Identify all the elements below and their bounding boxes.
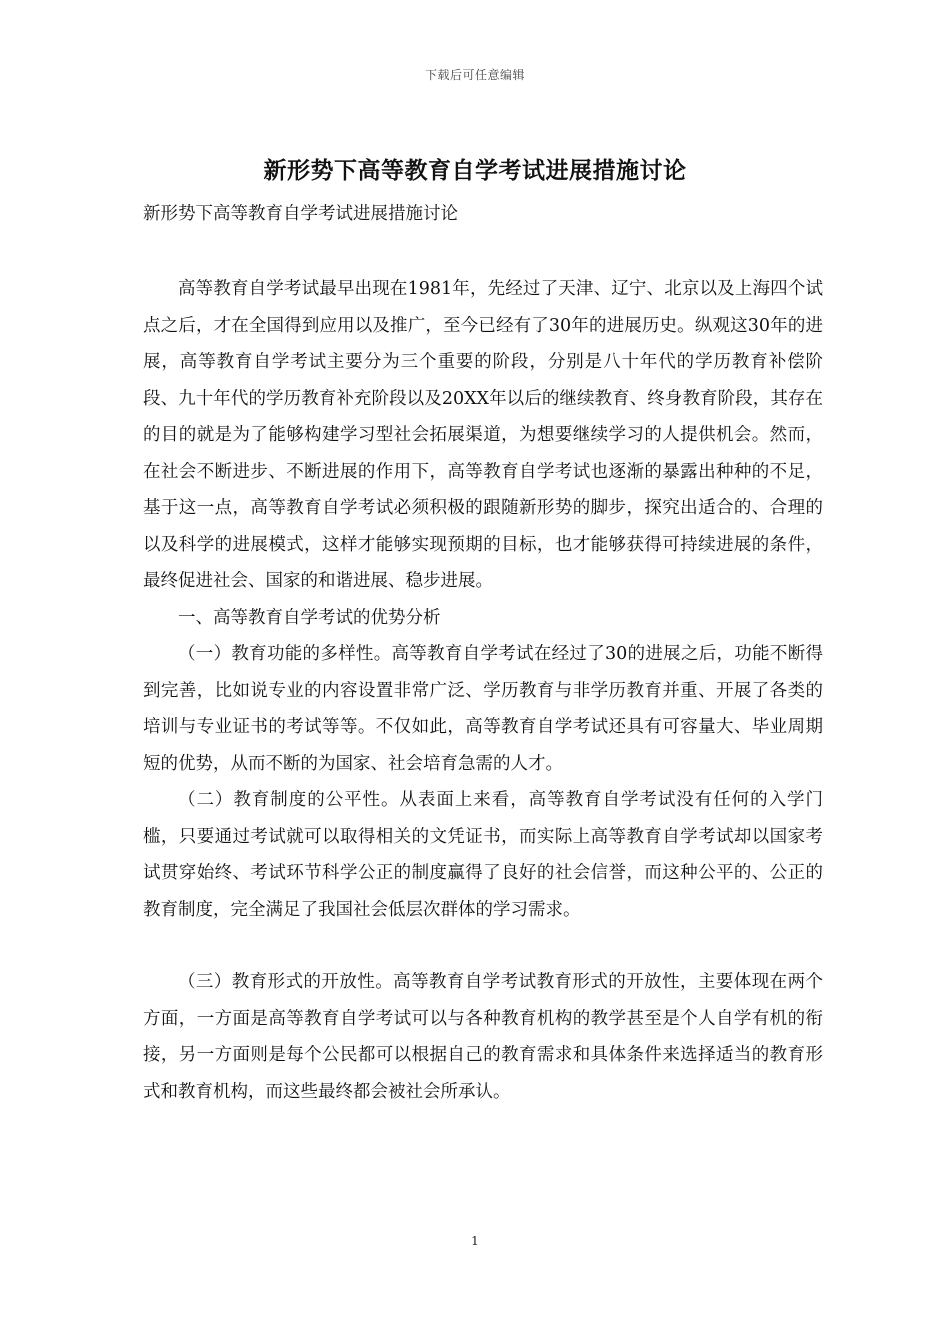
document-title: 新形势下高等教育自学考试进展措施讨论 [263,158,687,184]
paragraph-point-2: （二）教育制度的公平性。从表面上来看，高等教育自学考试没有任何的入学门槛，只要通过考试就可以取得相关的文凭证书，而实际上高等教育自学考试却以国家考试贯穿始终、考试环节科学公正的制度赢得了良好的社会信誉，而这种公平的、公正的教育制度，完全满足了我国社会低层次群体的学习需求。 [143,790,823,920]
paragraph-point-1: （一）教育功能的多样性。高等教育自学考试在经过了30的进展之后，功能不断得到完善，比如说专业的内容设置非常广泛、学历教育与非学历教育并重、开展了各类的培训与专业证书的考试等等。不仅如此，高等教育自学考试还具有可容量大、毕业周期短的优势，从而不断的为国家、社会培育急需的人才。 [143,644,823,774]
paragraph-point-3: （三）教育形式的开放性。高等教育自学考试教育形式的开放性，主要体现在两个方面，一方面是高等教育自学考试可以与各种教育机构的教学甚至是个人自学有机的衔接，另一方面则是每个公民都可以根据自己的教育需求和具体条件来选择适当的教育形式和教育机构，而这些最终都会被社会所承认。 [143,972,823,1102]
document-subtitle: 新形势下高等教育自学考试进展措施讨论 [143,204,458,224]
page-header: 下载后可任意编辑 [424,68,525,82]
section-heading: 一、高等教育自学考试的优势分析 [178,607,441,628]
document-body [143,271,823,1110]
paragraph-intro: 高等教育自学考试最早出现在1981年，先经过了天津、辽宁、北京以及上海四个试点之后，才在全国得到应用以及推广，至今已经有了30年的进展历史。纵观这30年的进展，高等教育自学考试主要分为三个重要的阶段，分别是八十年代的学历教育补偿阶段、九十年代的学历教育补充阶段以及20XX年以后的继续教育、终身教育阶段，其存在的目的就是为了能够构建学习型社会拓展渠道，为想要继续学习的人提供机会。然而，在社会不断进步、不断进展的作用下，高等教育自学考试也逐渐的暴露出种种的不足，基于这一点，高等教育自学考试必须积极的跟随新形势的脚步，探究出适合的、合理的以及科学的进展模式，这样才能够实现预期的目标，也才能够获得可持续进展的条件，最终促进社会、国家的和谐进展、稳步进展。 [143,279,823,591]
page-number: 1 [471,1234,479,1248]
